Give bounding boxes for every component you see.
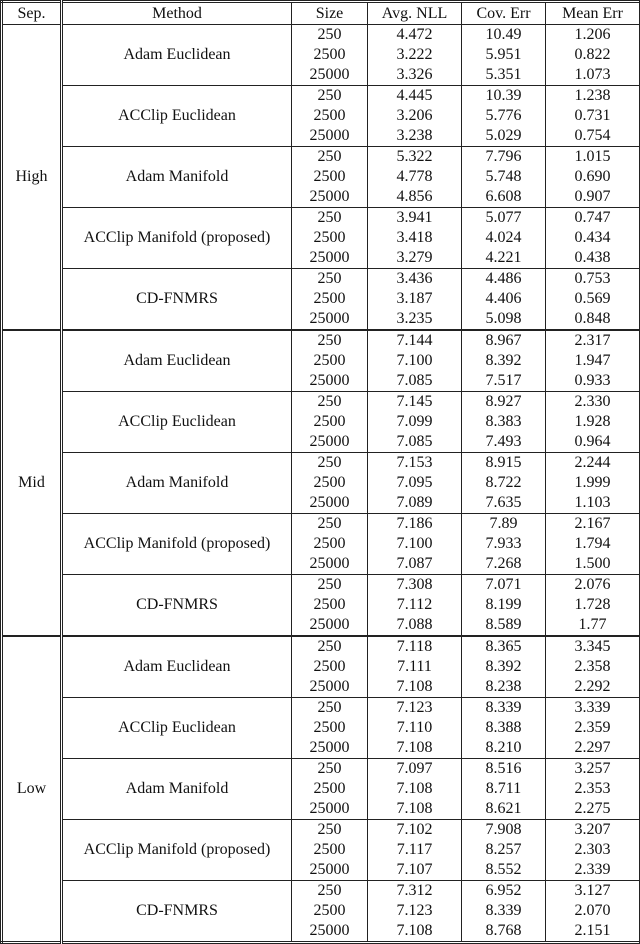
table-row	[2, 881, 640, 902]
avg-nll-cell: 7.108	[368, 799, 462, 820]
cov-err-cell: 7.071	[462, 575, 546, 596]
size-cell: 2500	[292, 901, 368, 921]
cov-err-cell: 7.493	[462, 432, 546, 453]
size-cell: 25000	[292, 126, 368, 147]
separation-cell: Mid	[2, 330, 62, 636]
cov-err-cell: 8.552	[462, 860, 546, 881]
table-row	[2, 25, 640, 46]
avg-nll-cell: 7.097	[368, 759, 462, 780]
mean-err-cell: 3.207	[546, 820, 640, 841]
mean-err-cell: 0.747	[546, 208, 640, 229]
size-cell: 250	[292, 86, 368, 107]
mean-err-cell: 1.206	[546, 25, 640, 46]
avg-nll-cell: 7.308	[368, 575, 462, 596]
method-cell: ACClip Manifold (proposed)	[62, 820, 292, 881]
table-row	[2, 514, 640, 535]
mean-err-cell: 2.303	[546, 840, 640, 860]
mean-err-cell: 2.330	[546, 392, 640, 413]
avg-nll-cell: 7.123	[368, 901, 462, 921]
avg-nll-cell: 7.110	[368, 718, 462, 738]
avg-nll-cell: 7.089	[368, 493, 462, 514]
size-cell: 25000	[292, 921, 368, 943]
cov-err-cell: 5.951	[462, 45, 546, 65]
mean-err-cell: 1.238	[546, 86, 640, 107]
method-cell: Adam Euclidean	[62, 330, 292, 392]
size-cell: 2500	[292, 351, 368, 371]
method-cell: Adam Euclidean	[62, 636, 292, 698]
size-cell: 2500	[292, 595, 368, 615]
avg-nll-cell: 7.312	[368, 881, 462, 902]
avg-nll-cell: 7.145	[368, 392, 462, 413]
method-cell: ACClip Euclidean	[62, 392, 292, 453]
cov-err-cell: 5.077	[462, 208, 546, 229]
cov-err-cell: 5.029	[462, 126, 546, 147]
table-header	[2, 2, 640, 25]
size-cell: 250	[292, 453, 368, 474]
mean-err-cell: 1.073	[546, 65, 640, 86]
mean-err-cell: 1.999	[546, 473, 640, 493]
cov-err-cell: 7.933	[462, 534, 546, 554]
cov-err-cell: 5.776	[462, 106, 546, 126]
cov-err-cell: 8.339	[462, 698, 546, 719]
avg-nll-cell: 7.108	[368, 677, 462, 698]
cov-err-cell: 8.339	[462, 901, 546, 921]
cov-err-cell: 8.927	[462, 392, 546, 413]
mean-err-cell: 0.731	[546, 106, 640, 126]
size-cell: 2500	[292, 718, 368, 738]
table-row	[2, 820, 640, 841]
cov-err-cell: 8.915	[462, 453, 546, 474]
avg-nll-cell: 3.238	[368, 126, 462, 147]
cov-err-cell: 4.024	[462, 228, 546, 248]
size-cell: 250	[292, 759, 368, 780]
size-cell: 2500	[292, 412, 368, 432]
avg-nll-cell: 7.085	[368, 371, 462, 392]
size-cell: 25000	[292, 309, 368, 330]
cov-err-cell: 5.098	[462, 309, 546, 330]
mean-err-cell: 0.569	[546, 289, 640, 309]
size-cell: 25000	[292, 615, 368, 636]
size-cell: 25000	[292, 554, 368, 575]
avg-nll-cell: 7.112	[368, 595, 462, 615]
avg-nll-cell: 7.095	[368, 473, 462, 493]
size-cell: 250	[292, 25, 368, 46]
cov-err-cell: 7.908	[462, 820, 546, 841]
avg-nll-cell: 7.108	[368, 921, 462, 943]
cov-err-cell: 10.39	[462, 86, 546, 107]
size-cell: 250	[292, 820, 368, 841]
cov-err-cell: 8.768	[462, 921, 546, 943]
size-cell: 2500	[292, 106, 368, 126]
avg-nll-cell: 7.099	[368, 412, 462, 432]
cov-err-cell: 8.967	[462, 330, 546, 351]
size-cell: 25000	[292, 738, 368, 759]
mean-err-cell: 1.77	[546, 615, 640, 636]
avg-nll-cell: 3.222	[368, 45, 462, 65]
method-cell: Adam Manifold	[62, 147, 292, 208]
separation-cell: High	[2, 25, 62, 331]
avg-nll-cell: 3.187	[368, 289, 462, 309]
mean-err-cell: 2.076	[546, 575, 640, 596]
mean-err-cell: 2.317	[546, 330, 640, 351]
size-cell: 25000	[292, 493, 368, 514]
cov-err-cell: 8.238	[462, 677, 546, 698]
mean-err-cell: 1.500	[546, 554, 640, 575]
cov-err-cell: 8.365	[462, 636, 546, 657]
size-cell: 2500	[292, 289, 368, 309]
mean-err-cell: 0.848	[546, 309, 640, 330]
avg-nll-cell: 7.100	[368, 351, 462, 371]
avg-nll-cell: 4.856	[368, 187, 462, 208]
avg-nll-cell: 4.472	[368, 25, 462, 46]
avg-nll-cell: 3.418	[368, 228, 462, 248]
table-body	[2, 25, 640, 943]
cov-err-cell: 5.748	[462, 167, 546, 187]
table-row	[2, 453, 640, 474]
cov-err-cell: 8.392	[462, 351, 546, 371]
size-cell: 25000	[292, 371, 368, 392]
size-cell: 25000	[292, 187, 368, 208]
mean-err-cell: 2.244	[546, 453, 640, 474]
size-cell: 2500	[292, 779, 368, 799]
table-row	[2, 698, 640, 719]
size-cell: 250	[292, 698, 368, 719]
header-mean-err: Mean Err	[546, 2, 640, 25]
mean-err-cell: 0.822	[546, 45, 640, 65]
avg-nll-cell: 4.778	[368, 167, 462, 187]
size-cell: 250	[292, 575, 368, 596]
avg-nll-cell: 7.087	[368, 554, 462, 575]
size-cell: 25000	[292, 432, 368, 453]
mean-err-cell: 2.292	[546, 677, 640, 698]
size-cell: 2500	[292, 657, 368, 677]
avg-nll-cell: 3.436	[368, 269, 462, 290]
mean-err-cell: 3.339	[546, 698, 640, 719]
header-cov-err: Cov. Err	[462, 2, 546, 25]
cov-err-cell: 8.722	[462, 473, 546, 493]
mean-err-cell: 1.103	[546, 493, 640, 514]
size-cell: 250	[292, 514, 368, 535]
mean-err-cell: 0.434	[546, 228, 640, 248]
table-row	[2, 575, 640, 596]
header-sep: Sep.	[2, 2, 62, 25]
avg-nll-cell: 7.108	[368, 738, 462, 759]
cov-err-cell: 8.516	[462, 759, 546, 780]
size-cell: 250	[292, 636, 368, 657]
size-cell: 250	[292, 330, 368, 351]
table-row	[2, 147, 640, 168]
avg-nll-cell: 5.322	[368, 147, 462, 168]
size-cell: 2500	[292, 228, 368, 248]
size-cell: 25000	[292, 65, 368, 86]
mean-err-cell: 2.167	[546, 514, 640, 535]
method-cell: ACClip Euclidean	[62, 86, 292, 147]
method-cell: Adam Manifold	[62, 759, 292, 820]
size-cell: 25000	[292, 248, 368, 269]
table-row	[2, 759, 640, 780]
table-row	[2, 392, 640, 413]
method-cell: CD-FNMRS	[62, 881, 292, 943]
mean-err-cell: 2.151	[546, 921, 640, 943]
cov-err-cell: 7.635	[462, 493, 546, 514]
cov-err-cell: 8.589	[462, 615, 546, 636]
avg-nll-cell: 7.153	[368, 453, 462, 474]
table-row	[2, 269, 640, 290]
mean-err-cell: 2.359	[546, 718, 640, 738]
cov-err-cell: 7.796	[462, 147, 546, 168]
mean-err-cell: 2.070	[546, 901, 640, 921]
mean-err-cell: 0.690	[546, 167, 640, 187]
mean-err-cell: 3.127	[546, 881, 640, 902]
method-cell: CD-FNMRS	[62, 269, 292, 331]
size-cell: 2500	[292, 840, 368, 860]
method-cell: ACClip Euclidean	[62, 698, 292, 759]
mean-err-cell: 0.753	[546, 269, 640, 290]
avg-nll-cell: 3.279	[368, 248, 462, 269]
avg-nll-cell: 7.118	[368, 636, 462, 657]
size-cell: 2500	[292, 167, 368, 187]
mean-err-cell: 2.358	[546, 657, 640, 677]
avg-nll-cell: 7.111	[368, 657, 462, 677]
method-cell: Adam Manifold	[62, 453, 292, 514]
cov-err-cell: 8.257	[462, 840, 546, 860]
cov-err-cell: 4.406	[462, 289, 546, 309]
avg-nll-cell: 3.206	[368, 106, 462, 126]
table-row	[2, 208, 640, 229]
avg-nll-cell: 7.108	[368, 779, 462, 799]
separation-cell: Low	[2, 636, 62, 943]
size-cell: 250	[292, 269, 368, 290]
cov-err-cell: 8.392	[462, 657, 546, 677]
header-avg-nll: Avg. NLL	[368, 2, 462, 25]
mean-err-cell: 2.297	[546, 738, 640, 759]
mean-err-cell: 1.947	[546, 351, 640, 371]
table-row	[2, 330, 640, 351]
avg-nll-cell: 7.102	[368, 820, 462, 841]
avg-nll-cell: 7.186	[368, 514, 462, 535]
cov-err-cell: 8.383	[462, 412, 546, 432]
cov-err-cell: 4.486	[462, 269, 546, 290]
size-cell: 25000	[292, 677, 368, 698]
cov-err-cell: 7.268	[462, 554, 546, 575]
header-method: Method	[62, 2, 292, 25]
avg-nll-cell: 3.941	[368, 208, 462, 229]
size-cell: 250	[292, 881, 368, 902]
cov-err-cell: 5.351	[462, 65, 546, 86]
mean-err-cell: 3.257	[546, 759, 640, 780]
cov-err-cell: 8.210	[462, 738, 546, 759]
avg-nll-cell: 3.326	[368, 65, 462, 86]
method-cell: ACClip Manifold (proposed)	[62, 208, 292, 269]
method-cell: Adam Euclidean	[62, 25, 292, 86]
cov-err-cell: 8.199	[462, 595, 546, 615]
size-cell: 2500	[292, 45, 368, 65]
mean-err-cell: 0.964	[546, 432, 640, 453]
cov-err-cell: 8.711	[462, 779, 546, 799]
size-cell: 250	[292, 208, 368, 229]
mean-err-cell: 1.928	[546, 412, 640, 432]
size-cell: 25000	[292, 860, 368, 881]
mean-err-cell: 1.728	[546, 595, 640, 615]
cov-err-cell: 6.952	[462, 881, 546, 902]
mean-err-cell: 1.794	[546, 534, 640, 554]
cov-err-cell: 10.49	[462, 25, 546, 46]
mean-err-cell: 2.275	[546, 799, 640, 820]
cov-err-cell: 4.221	[462, 248, 546, 269]
method-cell: CD-FNMRS	[62, 575, 292, 637]
size-cell: 2500	[292, 534, 368, 554]
mean-err-cell: 1.015	[546, 147, 640, 168]
mean-err-cell: 0.933	[546, 371, 640, 392]
method-cell: ACClip Manifold (proposed)	[62, 514, 292, 575]
mean-err-cell: 2.353	[546, 779, 640, 799]
cov-err-cell: 6.608	[462, 187, 546, 208]
mean-err-cell: 3.345	[546, 636, 640, 657]
avg-nll-cell: 7.100	[368, 534, 462, 554]
avg-nll-cell: 7.144	[368, 330, 462, 351]
cov-err-cell: 7.517	[462, 371, 546, 392]
mean-err-cell: 0.754	[546, 126, 640, 147]
size-cell: 2500	[292, 473, 368, 493]
table-row	[2, 86, 640, 107]
header-size: Size	[292, 2, 368, 25]
avg-nll-cell: 7.085	[368, 432, 462, 453]
table-row	[2, 636, 640, 657]
size-cell: 25000	[292, 799, 368, 820]
mean-err-cell: 0.907	[546, 187, 640, 208]
avg-nll-cell: 3.235	[368, 309, 462, 330]
mean-err-cell: 0.438	[546, 248, 640, 269]
avg-nll-cell: 7.107	[368, 860, 462, 881]
cov-err-cell: 7.89	[462, 514, 546, 535]
avg-nll-cell: 7.117	[368, 840, 462, 860]
cov-err-cell: 8.621	[462, 799, 546, 820]
size-cell: 250	[292, 147, 368, 168]
mean-err-cell: 2.339	[546, 860, 640, 881]
size-cell: 250	[292, 392, 368, 413]
avg-nll-cell: 7.123	[368, 698, 462, 719]
header-row	[2, 2, 640, 25]
cov-err-cell: 8.388	[462, 718, 546, 738]
avg-nll-cell: 4.445	[368, 86, 462, 107]
avg-nll-cell: 7.088	[368, 615, 462, 636]
